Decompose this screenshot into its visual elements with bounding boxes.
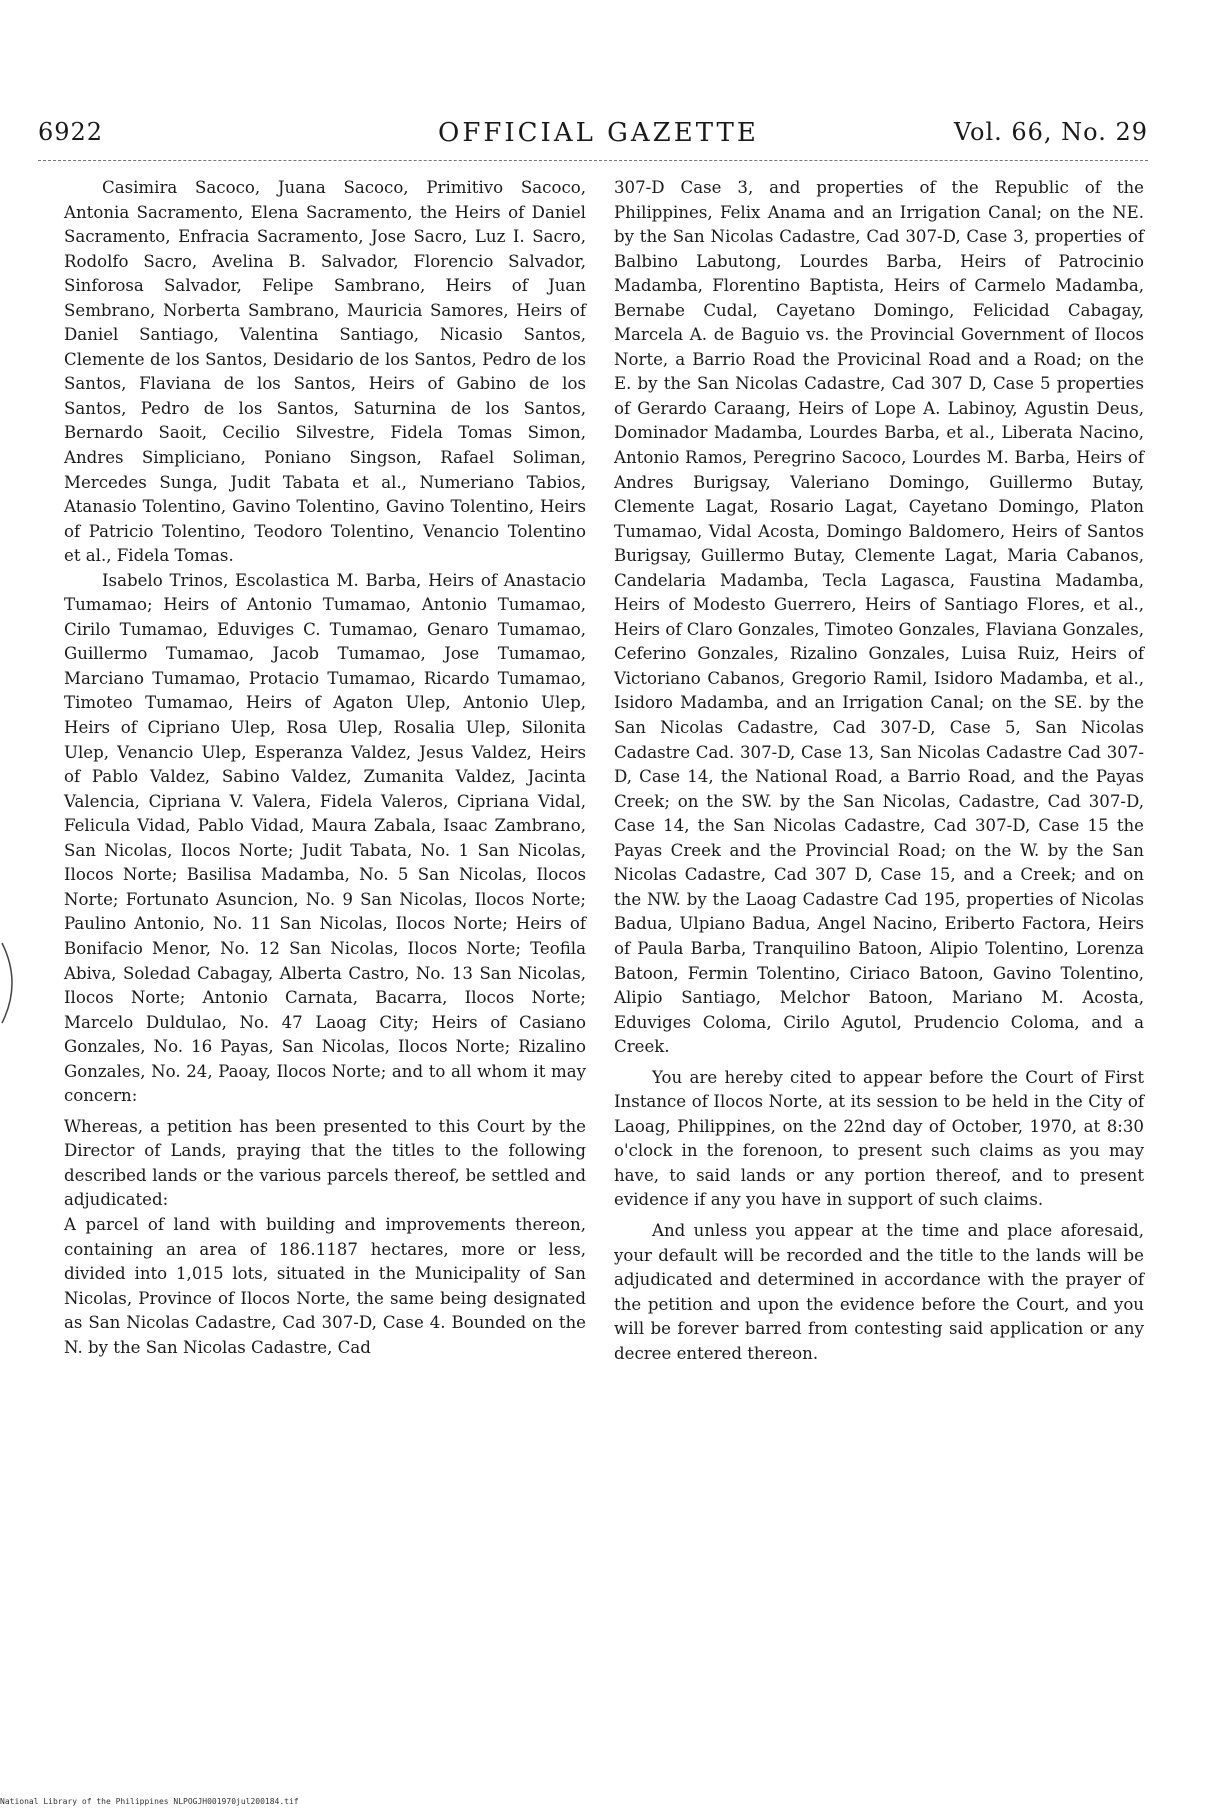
- cited-paragraph: You are hereby cited to appear before the Court of First Instance of Ilocos Norte, at its session to be held in the City of Laoag, Philippines, on the 22nd day of October, 1970, at 8:30 o'clock in the forenoon, to present such claims as you may have, to said lands or any portion thereof, and to present evidence if any you have in support of such claims.: [614, 1067, 1144, 1210]
- header-rule: [38, 160, 1148, 161]
- volume-number: Vol. 66, No. 29: [953, 118, 1148, 146]
- right-column: [614, 176, 1144, 1366]
- left-column: [64, 176, 586, 1360]
- page-header: [38, 118, 1148, 158]
- page-number: 6922: [38, 118, 104, 146]
- boundaries-paragraph: 307-D Case 3, and properties of the Republic of the Philippines, Felix Anama and an Irrigation Canal; on the NE. by the San Nicolas Cadastre, Cad 307-D, Case 3, properties of Balbino Labutong, Lourdes Barba, Heirs of Patrocinio Madamba, Florentino Baptista, Heirs of Carmelo Madamba, Bernabe Cudal, Cayetano Domingo, Felicidad Cabagay, Marcela A. de Baguio vs. the Provincial Government of Ilocos Norte, a Barrio Road the Provicinal Road and a Road; on the E. by the San Nicolas Cadastre, Cad 307 D, Case 5 properties of Gerardo Caraang, Heirs of Lope A. Labinoy, Agustin Deus, Dominador Madamba, Lourdes Barba, et al., Liberata Nacino, Antonio Ramos, Peregrino Sacoco, Lourdes M. Barba, Heirs of Andres Burigsay, Valeriano Domingo, Guillermo Butay, Clemente Lagat, Rosario Lagat, Cayetano Domingo, Platon Tumamao, Vidal Acosta, Domingo Baldomero, Heirs of Santos Burigsay, Guillermo Butay, Clemente Lagat, Maria Cabanos, Candelaria Madamba, Tecla Lagasca, Faustina Madamba, Heirs of Modesto Guerrero, Heirs of Santiago Flores, et al., Heirs of Claro Gonzales, Timoteo Gonzales, Flaviana Gonzales, Ceferino Gonzales, Rizalino Gonzales, Luisa Ruiz, Heirs of Victoriano Cabanos, Gregorio Ramil, Isidoro Madamba, et al., Isidoro Madamba, and an Irrigation Canal; on the SE. by the San Nicolas Cadastre, Cad 307-D, Case 5, San Nicolas Cadastre Cad. 307-D, Case 13, San Nicolas Cadastre Cad 307-D, Case 14, the National Road, a Barrio Road, and the Payas Creek; on the SW. by the San Nicolas, Cadastre, Cad 307-D, Case 14, the San Nicolas Cadastre, Cad 307-D, Case 15 the Payas Creek and the Provincial Road; on the W. by the San Nicolas Cadastre, Cad 307 D, Case 15, and a Creek; and on the NW. by the Laoag Cadastre Cad 195, properties of Nicolas Badua, Ulpiano Badua, Angel Nacino, Eriberto Factora, Heirs of Paula Barba, Tranquilino Batoon, Alipio Tolentino, Lorenza Batoon, Fermin Tolentino, Ciriaco Batoon, Gavino Tolentino, Alipio Santiago, Melchor Batoon, Mariano M. Acosta, Eduviges Coloma, Cirilo Agutol, Prudencio Coloma, and a Creek.: [614, 178, 1144, 1057]
- binding-hole-mark: [0, 938, 24, 1028]
- footer-source-line: National Library of the Philippines NLPOGJH001970jul200184.tif: [0, 1797, 299, 1806]
- whereas-paragraph: Whereas, a petition has been presented to this Court by the Director of Lands, praying that the titles to the following described lands or the various parcels thereof, be settled and adjudicated:: [64, 1116, 586, 1210]
- names-paragraph-1: Casimira Sacoco, Juana Sacoco, Primitivo Sacoco, Antonia Sacramento, Elena Sacramento, the Heirs of Daniel Sacramento, Enfracia Sacramento, Jose Sacro, Luz I. Sacro, Rodolfo Sacro, Avelina B. Salvador, Florencio Salvador, Sinforosa Salvador, Felipe Sambrano, Heirs of Juan Sembrano, Norberta Sambrano, Mauricia Samores, Heirs of Daniel Santiago, Valentina Santiago, Nicasio Santos, Clemente de los Santos, Desidario de los Santos, Pedro de los Santos, Flaviana de los Santos, Heirs of Gabino de los Santos, Pedro de los Santos, Saturnina de los Santos, Bernardo Saoit, Cecilio Silvestre, Fidela Tomas Simon, Andres Simpliciano, Poniano Singson, Rafael Soliman, Mercedes Sunga, Judit Tabata et al., Numeriano Tabios, Atanasio Tolentino, Gavino Tolentino, Gavino Tolentino, Heirs of Patricio Tolentino, Teodoro Tolentino, Venancio Tolentino et al., Fidela Tomas.: [64, 178, 586, 566]
- default-paragraph: And unless you appear at the time and place aforesaid, your default will be recorded and the title to the lands will be adjudicated and determined in accordance with the prayer of the petition and upon the evidence before the Court, and you will be forever barred from contesting said application or any decree entered thereon.: [614, 1220, 1144, 1363]
- gazette-title: OFFICIAL GAZETTE: [438, 118, 759, 148]
- names-paragraph-2: Isabelo Trinos, Escolastica M. Barba, Heirs of Anastacio Tumamao; Heirs of Antonio Tumamao, Antonio Tumamao, Cirilo Tumamao, Eduviges C. Tumamao, Genaro Tumamao, Guillermo Tumamao, Jacob Tumamao, Jose Tumamao, Marciano Tumamao, Protacio Tumamao, Ricardo Tumamao, Timoteo Tumamao, Heirs of Agaton Ulep, Antonio Ulep, Heirs of Cipriano Ulep, Rosa Ulep, Rosalia Ulep, Silonita Ulep, Venancio Ulep, Esperanza Valdez, Jesus Valdez, Heirs of Pablo Valdez, Sabino Valdez, Zumanita Valdez, Jacinta Valencia, Cipriana V. Valera, Fidela Valeros, Cipriana Vidal, Felicula Vidad, Pablo Vidad, Maura Zabala, Isaac Zambrano, San Nicolas, Ilocos Norte; Judit Tabata, No. 1 San Nicolas, Ilocos Norte; Basilisa Madamba, No. 5 San Nicolas, Ilocos Norte; Fortunato Asuncion, No. 9 San Nicolas, Ilocos Norte; Paulino Antonio, No. 11 San Nicolas, Ilocos Norte; Heirs of Bonifacio Menor, No. 12 San Nicolas, Ilocos Norte; Teofila Abiva, Soledad Cabagay, Alberta Castro, No. 13 San Nicolas, Ilocos Norte; Antonio Carnata, Bacarra, Ilocos Norte; Marcelo Duldulao, No. 47 Laoag City; Heirs of Casiano Gonzales, No. 16 Payas, San Nicolas, Ilocos Norte; Rizalino Gonzales, No. 24, Paoay, Ilocos Norte; and to all whom it may concern:: [64, 570, 586, 1106]
- parcel-paragraph: A parcel of land with building and improvements thereon, containing an area of 186.1187 hectares, more or less, divided into 1,015 lots, situated in the Municipality of San Nicolas, Province of Ilocos Norte, the same being designated as San Nicolas Cadastre, Cad 307-D, Case 4. Bounded on the N. by the San Nicolas Cadastre, Cad: [64, 1214, 586, 1357]
